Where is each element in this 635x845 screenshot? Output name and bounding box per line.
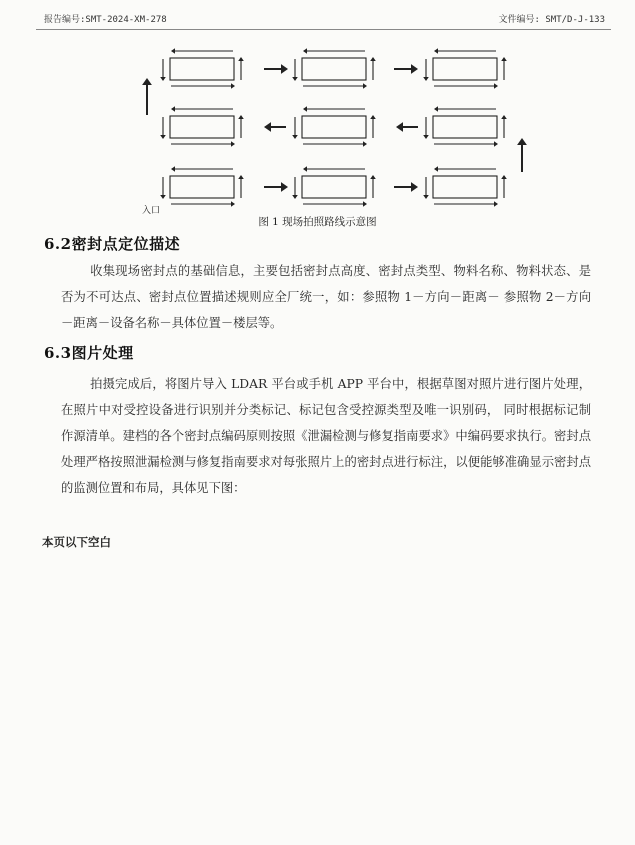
- equipment-box-r1c3: [433, 58, 497, 80]
- bottom-arrowhead-r1c3: [494, 83, 498, 89]
- top-arrowhead-r2c2: [303, 106, 307, 112]
- section-6-2-text: 收集现场密封点的基础信息，主要包括密封点高度、密封点类型、物料名称、物料状态、是否为不可达点、密封点位置描述规则应全厂统一，如：参照物 1－方向－距离－ 参照物 2－方向－距离－设备名称－具体位置－楼层等。: [61, 264, 591, 330]
- left-arrowhead-r2c1: [160, 135, 166, 139]
- equipment-box-r3c3: [433, 176, 497, 198]
- top-arrowhead-r2c3: [434, 106, 438, 112]
- equipment-box-r1c2: [302, 58, 366, 80]
- right-arrowhead-r2c1: [238, 115, 244, 119]
- left-arrowhead-r3c2: [292, 195, 298, 199]
- equipment-box-r2c2: [302, 116, 366, 138]
- right-arrowhead-r3c3: [501, 175, 507, 179]
- left-arrowhead-r1c3: [423, 77, 429, 81]
- equipment-box-r1c1: [170, 58, 234, 80]
- bottom-arrowhead-r1c1: [231, 83, 235, 89]
- right-arrowhead-r2c2: [370, 115, 376, 119]
- flow-r2-a-head: [264, 122, 271, 132]
- top-arrowhead-r2c1: [171, 106, 175, 112]
- equipment-box-r3c1: [170, 176, 234, 198]
- flow-up-left-head: [142, 78, 152, 85]
- section-6-3-text: 拍摄完成后，将图片导入 LDAR 平台或手机 APP 平台中，根据草图对照片进行图片处理，在照片中对受控设备进行识别并分类标记、标记包含受控源类型及唯一识别码， 同时根据标记制作源清单。建档的各个密封点编码原则按照《泄漏检测与修复指南要求》中编码要求执行。密封点处理严格按照泄漏检测与修复指南要求对每张照片上的密封点进行标注，以便能够准确显示密封点的监测位置和布局，具体见下图：: [61, 377, 591, 495]
- equipment-box-r2c3: [433, 116, 497, 138]
- flow-r1-a-head: [281, 64, 288, 74]
- section-6-3-body: [61, 371, 591, 501]
- top-arrowhead-r3c2: [303, 166, 307, 172]
- right-arrowhead-r2c3: [501, 115, 507, 119]
- top-arrowhead-r3c1: [171, 166, 175, 172]
- section-6-2-body: [61, 258, 591, 336]
- left-arrowhead-r1c1: [160, 77, 166, 81]
- blank-page-note: 本页以下空白: [42, 535, 111, 549]
- route-diagram: [0, 0, 635, 215]
- right-arrowhead-r1c2: [370, 57, 376, 61]
- left-arrowhead-r3c3: [423, 195, 429, 199]
- right-arrowhead-r3c2: [370, 175, 376, 179]
- left-arrowhead-r2c3: [423, 135, 429, 139]
- flow-up-right-head: [517, 138, 527, 145]
- top-arrowhead-r1c2: [303, 48, 307, 54]
- left-arrowhead-r3c1: [160, 195, 166, 199]
- right-arrowhead-r1c3: [501, 57, 507, 61]
- bottom-arrowhead-r3c3: [494, 201, 498, 207]
- report-number: 报告编号:SMT-2024-XM-278: [44, 15, 167, 25]
- bottom-arrowhead-r2c3: [494, 141, 498, 147]
- flow-r3-a-head: [281, 182, 288, 192]
- bottom-arrowhead-r1c2: [363, 83, 367, 89]
- right-arrowhead-r1c1: [238, 57, 244, 61]
- entry-label: 入口: [142, 206, 161, 216]
- left-arrowhead-r2c2: [292, 135, 298, 139]
- right-arrowhead-r3c1: [238, 175, 244, 179]
- bottom-arrowhead-r2c2: [363, 141, 367, 147]
- bottom-arrowhead-r3c2: [363, 201, 367, 207]
- top-arrowhead-r1c1: [171, 48, 175, 54]
- flow-r1-b-head: [411, 64, 418, 74]
- document-number: 文件编号: SMT/D-J-133: [498, 15, 605, 25]
- flow-r3-b-head: [411, 182, 418, 192]
- figure-caption: 图 1 现场拍照路线示意图: [258, 216, 377, 228]
- equipment-box-r2c1: [170, 116, 234, 138]
- flow-r2-b-head: [396, 122, 403, 132]
- equipment-box-r3c2: [302, 176, 366, 198]
- section-heading-6-2: 6.2密封点定位描述: [44, 235, 181, 253]
- left-arrowhead-r1c2: [292, 77, 298, 81]
- section-heading-6-3: 6.3图片处理: [44, 344, 134, 362]
- top-arrowhead-r3c3: [434, 166, 438, 172]
- bottom-arrowhead-r3c1: [231, 201, 235, 207]
- bottom-arrowhead-r2c1: [231, 141, 235, 147]
- top-arrowhead-r1c3: [434, 48, 438, 54]
